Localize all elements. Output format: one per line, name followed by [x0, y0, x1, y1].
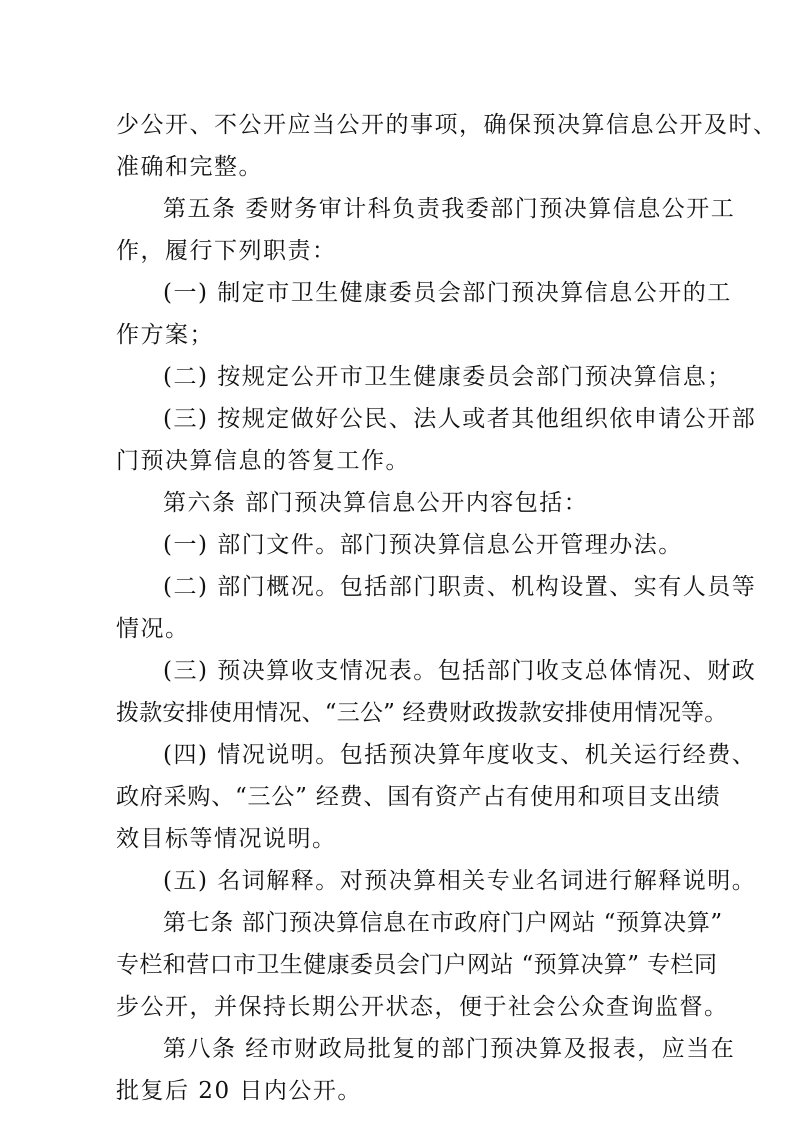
- text-line: 专栏和营口市卫生健康委员会门户网站 “预算决算” 专栏同: [116, 952, 718, 978]
- text-line: 效目标等情况说明。: [116, 826, 337, 852]
- article-7-heading: 第七条 部门预决算信息在市政府门户网站 “预算决算”: [163, 910, 723, 936]
- text-line: 拨款安排使用情况、“三公” 经费财政拨款安排使用情况等。: [116, 700, 728, 726]
- list-item: (五) 名词解释。对预决算相关专业名词进行解释说明。: [163, 868, 757, 894]
- text-line: 少公开、不公开应当公开的事项，确保预决算信息公开及时、: [116, 112, 778, 138]
- text-line: 作，履行下列职责：: [116, 238, 337, 264]
- list-item: (三) 预决算收支情况表。包括部门收支总体情况、财政: [163, 658, 757, 684]
- article-5-heading: 第五条 委财务审计科负责我委部门预决算信息公开工: [163, 196, 736, 222]
- text-line: 准确和完整。: [116, 154, 263, 180]
- text-line: 情况。: [116, 616, 190, 642]
- text-line: 作方案；: [116, 322, 214, 348]
- list-item: (三) 按规定做好公民、法人或者其他组织依申请公开部: [163, 406, 757, 432]
- text-line: 步公开，并保持长期公开状态，便于社会公众查询监督。: [116, 994, 729, 1020]
- list-item: (二) 按规定公开市卫生健康委员会部门预决算信息；: [163, 364, 732, 390]
- list-item: (四) 情况说明。包括预决算年度收支、机关运行经费、: [163, 742, 757, 768]
- article-6-heading: 第六条 部门预决算信息公开内容包括：: [163, 490, 589, 516]
- list-item: (一) 制定市卫生健康委员会部门预决算信息公开的工: [163, 280, 732, 306]
- text-line: 批复后 20 日内公开。: [116, 1078, 362, 1104]
- article-8-heading: 第八条 经市财政局批复的部门预决算及报表，应当在: [163, 1036, 736, 1062]
- text-line: 政府采购、“三公” 经费、国有资产占有使用和项目支出绩: [116, 784, 721, 810]
- text-line: 门预决算信息的答复工作。: [116, 448, 410, 474]
- list-item: (一) 部门文件。部门预决算信息公开管理办法。: [163, 532, 683, 558]
- list-item: (二) 部门概况。包括部门职责、机构设置、实有人员等: [163, 574, 757, 600]
